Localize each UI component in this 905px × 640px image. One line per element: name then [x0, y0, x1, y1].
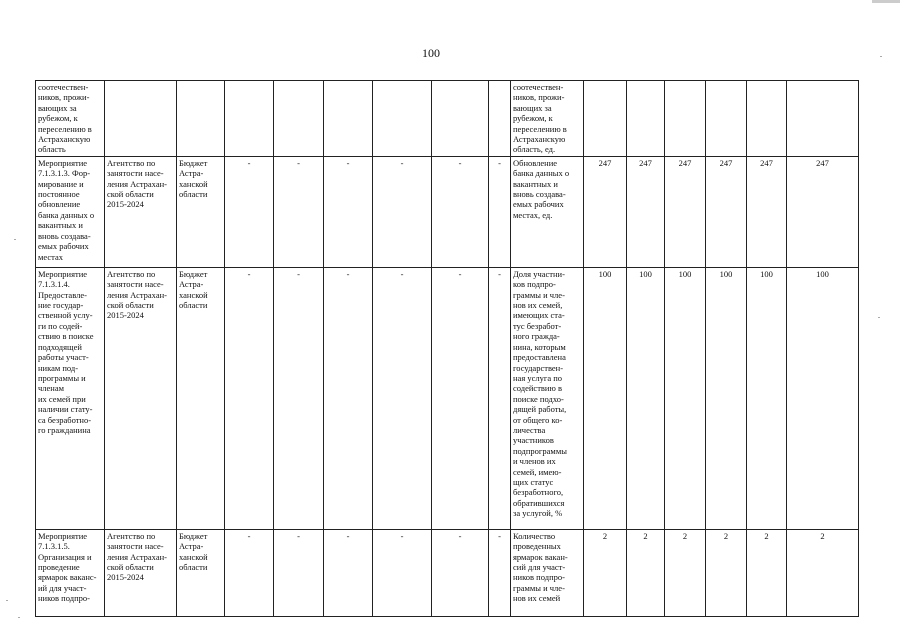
funding-amount-cell [489, 81, 511, 157]
funding-amount-cell: - [373, 267, 432, 529]
indicator-value-cell: 100 [665, 267, 706, 529]
indicator-value-cell: 247 [787, 156, 859, 267]
indicator-value-cell: 2 [706, 529, 747, 616]
event-cell: Мероприятие 7.1.3.1.5. Организация и проведение ярмарок ваканс- ий для участ- ников подпро- [36, 529, 105, 616]
funding-source-cell [177, 81, 225, 157]
funding-amount-cell: - [324, 529, 373, 616]
page-number: 100 [422, 46, 440, 60]
indicator-value-cell: 2 [584, 529, 627, 616]
indicator-value-cell: 247 [706, 156, 747, 267]
indicator-value-cell: 2 [627, 529, 665, 616]
indicator-value-cell: 100 [584, 267, 627, 529]
scan-speck [880, 56, 882, 57]
funding-amount-cell [274, 81, 324, 157]
indicator-value-cell: 247 [747, 156, 787, 267]
funding-amount-cell: - [373, 156, 432, 267]
funding-source-cell: Бюджет Астра- ханской области [177, 529, 225, 616]
funding-amount-cell: - [432, 529, 489, 616]
funding-amount-cell: - [324, 267, 373, 529]
scan-speck [14, 239, 16, 240]
indicator-cell: Количество проведенных ярмарок вакан- сий для участ- ников подпро- граммы и чле- нов их семей [511, 529, 584, 616]
indicator-value-cell [665, 81, 706, 157]
indicator-value-cell: 2 [747, 529, 787, 616]
executor-cell: Агентство по занятости насе- ления Астрахан- ской области 2015-2024 [105, 267, 177, 529]
indicator-value-cell [706, 81, 747, 157]
indicator-value-cell: 247 [584, 156, 627, 267]
funding-amount-cell [432, 81, 489, 157]
indicator-value-cell: 100 [706, 267, 747, 529]
funding-amount-cell: - [225, 267, 274, 529]
table-row [36, 156, 859, 267]
executor-cell: Агентство по занятости насе- ления Астрахан- ской области 2015-2024 [105, 156, 177, 267]
funding-amount-cell: - [274, 267, 324, 529]
funding-amount-cell: - [489, 267, 511, 529]
indicator-value-cell: 100 [627, 267, 665, 529]
funding-amount-cell: - [324, 156, 373, 267]
indicator-value-cell: 100 [747, 267, 787, 529]
funding-amount-cell: - [225, 156, 274, 267]
funding-amount-cell: - [373, 529, 432, 616]
funding-amount-cell: - [225, 529, 274, 616]
indicator-value-cell: 2 [787, 529, 859, 616]
funding-amount-cell: - [432, 267, 489, 529]
measures-table [35, 80, 859, 617]
funding-source-cell: Бюджет Астра- ханской области [177, 156, 225, 267]
funding-amount-cell [373, 81, 432, 157]
indicator-value-cell [584, 81, 627, 157]
executor-cell: Агентство по занятости насе- ления Астрахан- ской области 2015-2024 [105, 529, 177, 616]
funding-amount-cell [225, 81, 274, 157]
event-cell: Мероприятие 7.1.3.1.3. Фор- мирование и постоянное обновление банка данных о вакантных и вновь создава- емых рабочих местах [36, 156, 105, 267]
table-row [36, 81, 859, 157]
event-cell: Мероприятие 7.1.3.1.4. Предоставле- ние государ- ственной услу- ги по содей- ствию в поиске подходящей работы участ- никам под- программы и членам их семей при наличии стату- са безработно- го гражданина [36, 267, 105, 529]
indicator-cell: Обновление банка данных о вакантных и вновь создава- емых рабочих местах, ед. [511, 156, 584, 267]
indicator-value-cell: 247 [665, 156, 706, 267]
scan-speck [878, 317, 880, 318]
table-row [36, 529, 859, 616]
indicator-value-cell [627, 81, 665, 157]
indicator-value-cell [747, 81, 787, 157]
scan-speck [6, 600, 8, 601]
funding-amount-cell [324, 81, 373, 157]
indicator-cell: соотечествен- ников, прожи- вающих за рубежом, к переселению в Астраханскую область, ед. [511, 81, 584, 157]
event-cell: соотечествен- ников, прожи- вающих за рубежом, к переселению в Астраханскую область [36, 81, 105, 157]
funding-amount-cell: - [274, 529, 324, 616]
indicator-value-cell: 247 [627, 156, 665, 267]
table-body [36, 81, 859, 617]
funding-amount-cell: - [489, 156, 511, 267]
indicator-value-cell: 100 [787, 267, 859, 529]
funding-source-cell: Бюджет Астра- ханской области [177, 267, 225, 529]
funding-amount-cell: - [274, 156, 324, 267]
indicator-value-cell [787, 81, 859, 157]
scan-edge-mark [872, 0, 900, 3]
funding-amount-cell: - [489, 529, 511, 616]
executor-cell [105, 81, 177, 157]
scan-speck [18, 617, 20, 618]
funding-amount-cell: - [432, 156, 489, 267]
indicator-value-cell: 2 [665, 529, 706, 616]
table-row [36, 267, 859, 529]
indicator-cell: Доля участни- ков подпро- граммы и чле- нов их семей, имеющих ста- тус безработ- ного гражда- нина, которым предоставлена государствен- ная услуга по содействию в поиске подхо- дящей работы, от общего ко- личества участников подпрограммы и членов их семей, имею- щих статус безработного, обратившихся за услугой, % [511, 267, 584, 529]
